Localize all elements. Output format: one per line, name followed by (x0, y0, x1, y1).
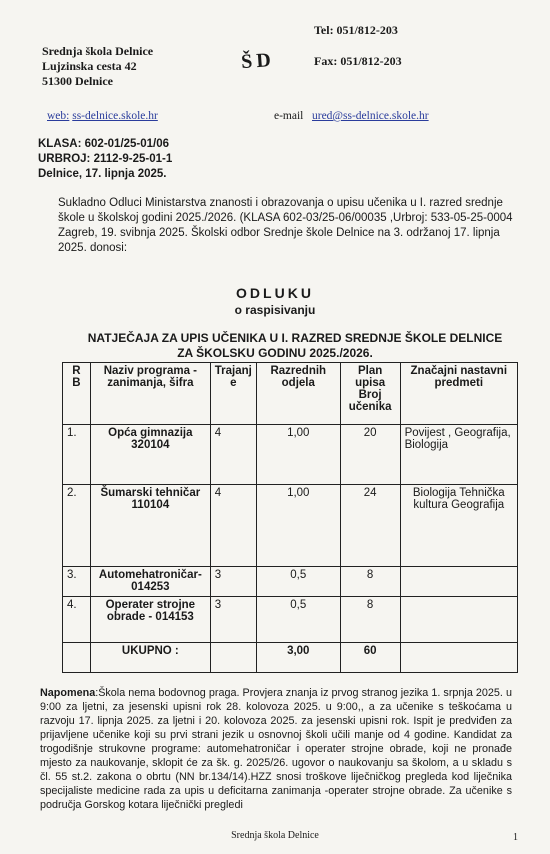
table-row (63, 485, 518, 567)
row-duration: 4 (210, 425, 256, 485)
decision-heading-2: ZA ŠKOLSKU GODINU 2025./2026. (177, 346, 373, 360)
school-name: Srednja škola Delnice (42, 44, 154, 58)
decision-subtitle: o raspisivanju (234, 303, 316, 317)
row-plan: 20 (340, 425, 400, 485)
document-date: Delnice, 17. lipnja 2025. (38, 168, 167, 180)
note-paragraph (40, 686, 512, 812)
school-web (47, 110, 158, 122)
document-meta (38, 137, 172, 182)
email-label: e-mail (274, 110, 304, 122)
klasa: KLASA: 602-01/25-01/06 (38, 138, 170, 150)
intro-paragraph: Sukladno Odluci Ministarstva znanosti i obrazovanja o upisu učenika u I. razred srednje škole u školskoj godini 2025./2026. (KLASA 602-03/25-06/00035 ,Urbroj: 533-05-25-0004 Zagreb, 19. svibnja 2025. Školski odbor Srednje škole Delnice na 3. održanoj 17. lipnja 2025. donosi: (58, 197, 513, 254)
row-rb: 2. (63, 485, 91, 567)
footer-school: Srednja škola Delnice (231, 830, 319, 841)
row-duration: 4 (210, 485, 256, 567)
school-city: 51300 Delnice (42, 74, 113, 88)
decision-title: ODLUKU (236, 285, 314, 301)
enrollment-table (62, 362, 518, 673)
row-plan: 24 (340, 485, 400, 567)
school-tel: Tel: 051/812-203 (314, 23, 398, 37)
decision-heading-1: NATJEČAJA ZA UPIS UČENIKA U I. RAZRED SREDNJE ŠKOLE DELNICE (87, 331, 503, 345)
table-row (63, 597, 518, 643)
urbroj: URBROJ: 2112-9-25-01-1 (38, 153, 173, 165)
row-classes: 0,5 (256, 597, 340, 643)
col-header-subjects: Značajni nastavni predmeti (400, 363, 517, 425)
row-duration: 3 (210, 567, 256, 597)
row-program: Operater strojne obrade - 014153 (90, 597, 210, 643)
row-program: Šumarski tehničar 110104 (90, 485, 210, 567)
page-number: 1 (513, 832, 518, 843)
table-row (63, 567, 518, 597)
web-label: web: (47, 110, 70, 122)
row-classes: 1,00 (256, 425, 340, 485)
school-street: Lujzinska cesta 42 (42, 59, 137, 73)
total-label: UKUPNO : (90, 643, 210, 673)
row-program: Opća gimnazija 320104 (90, 425, 210, 485)
school-email (274, 110, 429, 122)
total-classes: 3,00 (256, 643, 340, 673)
table-header-row (63, 363, 518, 425)
row-classes: 1,00 (256, 485, 340, 567)
row-duration: 3 (210, 597, 256, 643)
col-header-rb: R B (63, 363, 91, 425)
row-rb: 4. (63, 597, 91, 643)
col-header-program: Naziv programa -zanimanja, šifra (90, 363, 210, 425)
row-classes: 0,5 (256, 567, 340, 597)
row-subjects (400, 597, 517, 643)
col-header-plan: Plan upisa Broj učenika (340, 363, 400, 425)
row-subjects: Biologija Tehnička kultura Geografija (400, 485, 517, 567)
school-address-block (42, 44, 153, 89)
col-header-duration: Trajanj e (210, 363, 256, 425)
school-logo (237, 49, 279, 75)
total-plan: 60 (340, 643, 400, 673)
row-plan: 8 (340, 567, 400, 597)
row-subjects: Povijest , Geografija, Biologija (400, 425, 517, 485)
col-header-classes: Razrednih odjela (256, 363, 340, 425)
email-link[interactable]: ured@ss-delnice.skole.hr (312, 110, 429, 122)
school-logo-letters: ŠD (240, 48, 276, 74)
school-fax: Fax: 051/812-203 (314, 54, 402, 68)
row-subjects (400, 567, 517, 597)
row-program: Automehatroničar- 014253 (90, 567, 210, 597)
note-label: Napomena (40, 687, 96, 699)
row-rb: 1. (63, 425, 91, 485)
web-link[interactable]: ss-delnice.skole.hr (72, 110, 158, 122)
row-rb: 3. (63, 567, 91, 597)
table-row (63, 425, 518, 485)
note-text: :Škola nema bodovnog praga. Provjera znanja iz prvog stranog jezika 1. srpnja 2025. u 9:00 za ljetni, za jesenski upisni rok 28. kolovoza 2025. u 9:00,, a za učenike s teškoćama u razvoju 17. lipnja 2025. za ljetni i 20. kolovoza 2025. za jesenski upisni rok. Ispit je predviđen za prijavljene učenike koji su prvi strani jezik u osnovnoj školi učili manje od 4 godine. Kandidat za trogodišnje strukovne programe: automehatroničar i operater strojne obrade, koji ne pronađe mjesto za naukovanje, sklopit će za šk. g. 2025/26. ugovor o naukovanju sa školom, a u skladu s čl. 55 st.2. zakona o obrtu (NN br.134/14).HZZ snosi troškove liječničkog pregleda kod liječnika specijaliste medicine rada za upis u deficitarna zanimanja -operater strojne obrade. Za učenike s područja Gorskog kotara liječnički pregledi (40, 687, 512, 811)
table-total-row (63, 643, 518, 673)
row-plan: 8 (340, 597, 400, 643)
